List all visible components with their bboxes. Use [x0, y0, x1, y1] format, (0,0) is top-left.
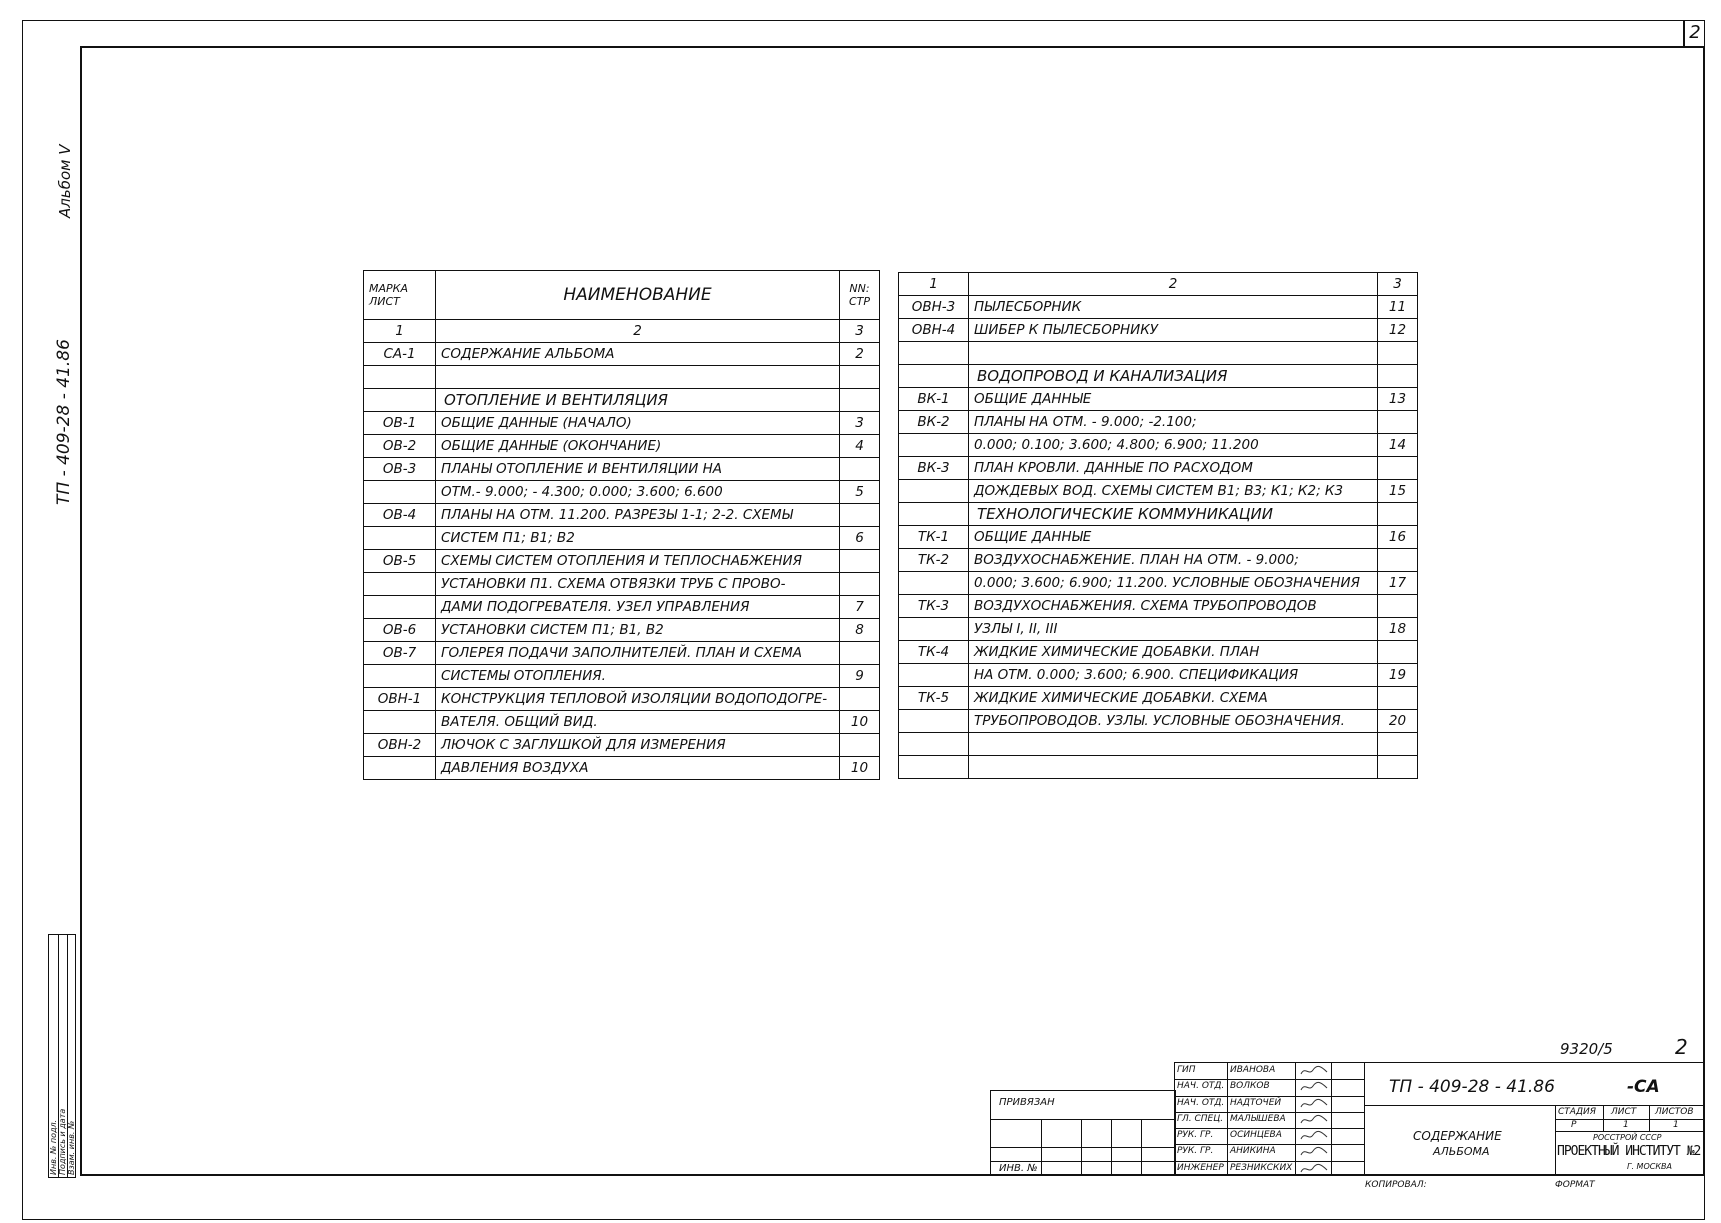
side-stamp-inv: Инв. № подл.	[49, 1119, 58, 1175]
staff-role: РУК. ГР.	[1177, 1146, 1214, 1157]
table-row	[364, 734, 880, 757]
sheet-value: 1	[1623, 1120, 1629, 1130]
sheet-title-line2: АЛЬБОМА	[1433, 1145, 1490, 1158]
numbering-name: 2	[969, 273, 1378, 296]
cell-mark	[364, 757, 436, 780]
cell-page	[840, 734, 880, 757]
cell-mark: ОВ-1	[364, 412, 436, 435]
cell-mark: ОВН-2	[364, 734, 436, 757]
stage-label: СТАДИЯ	[1558, 1107, 1596, 1117]
sheets-value: 1	[1673, 1120, 1679, 1130]
cell-page: 11	[1378, 296, 1418, 319]
format-label: ФОРМАТ	[1555, 1180, 1595, 1190]
header-page: NN: СТР	[840, 271, 880, 320]
cell-name: ОБЩИЕ ДАННЫЕ (ОКОНЧАНИЕ)	[436, 435, 840, 458]
side-stamp	[48, 934, 76, 1178]
table-row	[364, 343, 880, 366]
contents-table-left	[363, 270, 880, 780]
table-row	[899, 503, 1418, 526]
title-block-privyazan	[990, 1090, 1176, 1176]
cell-name: ЖИДКИЕ ХИМИЧЕСКИЕ ДОБАВКИ. СХЕМА	[969, 687, 1378, 710]
cell-mark: ТК-5	[899, 687, 969, 710]
table-row	[899, 618, 1418, 641]
title-block-staff	[1174, 1062, 1364, 1176]
table-row	[899, 296, 1418, 319]
cell-name: ОТМ.- 9.000; - 4.300; 0.000; 3.600; 6.600	[436, 481, 840, 504]
archive-number: 9320/5	[1560, 1040, 1613, 1058]
project-code-label: ТП - 409-28 - 41.86	[54, 339, 74, 505]
cell-page: 13	[1378, 388, 1418, 411]
cell-page	[840, 504, 880, 527]
cell-name	[969, 756, 1378, 779]
cell-mark	[364, 596, 436, 619]
drawing-frame	[80, 46, 1705, 1176]
cell-page	[1378, 687, 1418, 710]
designation-suffix: -СА	[1627, 1077, 1660, 1097]
cell-page: 8	[840, 619, 880, 642]
cell-page: 7	[840, 596, 880, 619]
cell-name: ГОЛЕРЕЯ ПОДАЧИ ЗАПОЛНИТЕЛЕЙ. ПЛАН И СХЕМА	[436, 642, 840, 665]
table-row	[899, 572, 1418, 595]
cell-name: СИСТЕМ П1; В1; В2	[436, 527, 840, 550]
table-row	[364, 757, 880, 780]
table-row	[364, 504, 880, 527]
cell-page: 2	[840, 343, 880, 366]
table-row	[364, 688, 880, 711]
table-header-row	[364, 271, 880, 320]
cell-name: ЛЮЧОК С ЗАГЛУШКОЙ ДЛЯ ИЗМЕРЕНИЯ	[436, 734, 840, 757]
cell-mark: ТК-3	[899, 595, 969, 618]
cell-name: ПЛАНЫ НА ОТМ. - 9.000; -2.100;	[969, 411, 1378, 434]
staff-role: НАЧ. ОТД.	[1177, 1081, 1225, 1092]
cell-page: 18	[1378, 618, 1418, 641]
cell-name: ВАТЕЛЯ. ОБЩИЙ ВИД.	[436, 711, 840, 734]
org-line2: ПРОЕКТНЫЙ ИНСТИТУТ №2	[1557, 1144, 1701, 1159]
cell-page	[1378, 549, 1418, 572]
copied-label: КОПИРОВАЛ:	[1365, 1180, 1427, 1190]
cell-mark: ОВ-3	[364, 458, 436, 481]
cell-mark	[899, 710, 969, 733]
cell-page	[1378, 733, 1418, 756]
numbering-row	[899, 273, 1418, 296]
cell-page	[840, 366, 880, 389]
table-row	[364, 642, 880, 665]
cell-page	[1378, 342, 1418, 365]
cell-mark	[364, 366, 436, 389]
org-line1: РОССТРОЙ СССР	[1593, 1133, 1662, 1142]
cell-name: ДАМИ ПОДОГРЕВАТЕЛЯ. УЗЕЛ УПРАВЛЕНИЯ	[436, 596, 840, 619]
cell-mark	[899, 342, 969, 365]
staff-name: НАДТОЧЕЙ	[1230, 1097, 1282, 1108]
table-row	[364, 527, 880, 550]
cell-name: 0.000; 3.600; 6.900; 11.200. УСЛОВНЫЕ ОБОЗНАЧЕНИЯ	[969, 572, 1378, 595]
cell-name: ВОЗДУХОСНАБЖЕНИЕ. ПЛАН НА ОТМ. - 9.000;	[969, 549, 1378, 572]
cell-page	[840, 688, 880, 711]
cell-name: НА ОТМ. 0.000; 3.600; 6.900. СПЕЦИФИКАЦИЯ	[969, 664, 1378, 687]
cell-page	[1378, 457, 1418, 480]
cell-page: 14	[1378, 434, 1418, 457]
cell-mark	[899, 733, 969, 756]
table-row	[364, 458, 880, 481]
cell-mark	[899, 365, 969, 388]
cell-mark: ОВ-4	[364, 504, 436, 527]
cell-mark	[899, 503, 969, 526]
cell-page: 5	[840, 481, 880, 504]
cell-mark	[899, 480, 969, 503]
cell-name: УСТАНОВКИ П1. СХЕМА ОТВЯЗКИ ТРУБ С ПРОВО-	[436, 573, 840, 596]
cell-name	[436, 366, 840, 389]
staff-name: МАЛЫШЕВА	[1230, 1113, 1286, 1124]
table-row	[899, 342, 1418, 365]
cell-mark	[364, 573, 436, 596]
staff-signature	[1299, 1162, 1329, 1179]
side-stamp-replace: Взам. инв. №	[67, 1120, 76, 1175]
numbering-page: 3	[1378, 273, 1418, 296]
cell-page: 10	[840, 757, 880, 780]
cell-mark	[899, 664, 969, 687]
org-line3: Г. МОСКВА	[1627, 1162, 1672, 1171]
cell-page: 12	[1378, 319, 1418, 342]
cell-mark: ОВН-4	[899, 319, 969, 342]
numbering-page: 3	[840, 320, 880, 343]
table-row	[364, 435, 880, 458]
table-row	[899, 733, 1418, 756]
cell-page: 16	[1378, 526, 1418, 549]
table-row	[899, 664, 1418, 687]
title-block-main	[1364, 1062, 1705, 1176]
cell-page	[1378, 411, 1418, 434]
cell-mark: ОВ-2	[364, 435, 436, 458]
cell-mark	[899, 756, 969, 779]
cell-mark	[364, 665, 436, 688]
table-row	[364, 412, 880, 435]
table-right-body	[899, 296, 1418, 779]
staff-role: РУК. ГР.	[1177, 1130, 1214, 1141]
cell-page: 20	[1378, 710, 1418, 733]
sheet-label: ЛИСТ	[1611, 1107, 1637, 1117]
cell-mark: СА-1	[364, 343, 436, 366]
cell-name	[969, 733, 1378, 756]
cell-mark	[364, 711, 436, 734]
cell-mark	[364, 481, 436, 504]
cell-page: 6	[840, 527, 880, 550]
table-row	[899, 457, 1418, 480]
cell-mark	[364, 389, 436, 412]
table-left-body	[364, 343, 880, 780]
table-row	[364, 481, 880, 504]
header-mark: МАРКА ЛИСТ	[364, 271, 436, 320]
table-row	[364, 665, 880, 688]
cell-name: ВОДОПРОВОД И КАНАЛИЗАЦИЯ	[969, 365, 1378, 388]
cell-name: ПЛАН КРОВЛИ. ДАННЫЕ ПО РАСХОДОМ	[969, 457, 1378, 480]
header-name: НАИМЕНОВАНИЕ	[436, 271, 840, 320]
staff-role: ГЛ. СПЕЦ.	[1177, 1113, 1224, 1124]
table-row	[364, 550, 880, 573]
cell-mark: ТК-1	[899, 526, 969, 549]
cell-mark: ВК-1	[899, 388, 969, 411]
contents-table-right	[898, 272, 1418, 779]
cell-mark: ОВ-6	[364, 619, 436, 642]
staff-name: РЕЗНИКСКИХ	[1230, 1162, 1293, 1173]
numbering-name: 2	[436, 320, 840, 343]
table-row	[899, 411, 1418, 434]
cell-name: ОБЩИЕ ДАННЫЕ	[969, 526, 1378, 549]
staff-role: НАЧ. ОТД.	[1177, 1097, 1225, 1108]
cell-page	[840, 458, 880, 481]
cell-mark: ОВ-7	[364, 642, 436, 665]
cell-page: 17	[1378, 572, 1418, 595]
side-stamp-sign: Подпись и дата	[58, 1108, 67, 1175]
cell-page	[840, 389, 880, 412]
cell-page	[1378, 641, 1418, 664]
cell-name: ПЫЛЕСБОРНИК	[969, 296, 1378, 319]
privyazan-label: ПРИВЯЗАН	[999, 1097, 1055, 1108]
table-row	[899, 710, 1418, 733]
cell-name: ТЕХНОЛОГИЧЕСКИЕ КОММУНИКАЦИИ	[969, 503, 1378, 526]
cell-page	[1378, 365, 1418, 388]
cell-page: 15	[1378, 480, 1418, 503]
table-row	[364, 389, 880, 412]
cell-name: СХЕМЫ СИСТЕМ ОТОПЛЕНИЯ И ТЕПЛОСНАБЖЕНИЯ	[436, 550, 840, 573]
cell-page	[840, 550, 880, 573]
staff-name: ИВАНОВА	[1230, 1065, 1276, 1075]
numbering-row	[364, 320, 880, 343]
staff-name: АНИКИНА	[1230, 1146, 1276, 1157]
staff-name: ВОЛКОВ	[1230, 1081, 1270, 1092]
cell-name: ПЛАНЫ НА ОТМ. 11.200. РАЗРЕЗЫ 1-1; 2-2. СХЕМЫ	[436, 504, 840, 527]
cell-name: ВОЗДУХОСНАБЖЕНИЯ. СХЕМА ТРУБОПРОВОДОВ	[969, 595, 1378, 618]
cell-mark: ОВН-3	[899, 296, 969, 319]
cell-name: ОБЩИЕ ДАННЫЕ (НАЧАЛО)	[436, 412, 840, 435]
table-row	[899, 595, 1418, 618]
cell-page	[840, 642, 880, 665]
table-row	[899, 319, 1418, 342]
cell-name: ШИБЕР К ПЫЛЕСБОРНИКУ	[969, 319, 1378, 342]
cell-page: 10	[840, 711, 880, 734]
numbering-mark: 1	[899, 273, 969, 296]
cell-name: ТРУБОПРОВОДОВ. УЗЛЫ. УСЛОВНЫЕ ОБОЗНАЧЕНИЯ.	[969, 710, 1378, 733]
cell-page	[1378, 756, 1418, 779]
table-row	[899, 756, 1418, 779]
cell-name: ЖИДКИЕ ХИМИЧЕСКИЕ ДОБАВКИ. ПЛАН	[969, 641, 1378, 664]
table-row	[899, 687, 1418, 710]
stage-value: Р	[1571, 1120, 1577, 1130]
table-row	[899, 480, 1418, 503]
cell-name: УСТАНОВКИ СИСТЕМ П1; В1, В2	[436, 619, 840, 642]
table-row	[899, 434, 1418, 457]
cell-name: ДОЖДЕВЫХ ВОД. СХЕМЫ СИСТЕМ В1; В3; К1; К2; К3	[969, 480, 1378, 503]
table-row	[364, 573, 880, 596]
cell-name: ОТОПЛЕНИЕ И ВЕНТИЛЯЦИЯ	[436, 389, 840, 412]
cell-mark	[899, 434, 969, 457]
cell-mark	[364, 527, 436, 550]
archive-sheet: 2	[1675, 1035, 1688, 1059]
cell-name: 0.000; 0.100; 3.600; 4.800; 6.900; 11.200	[969, 434, 1378, 457]
inv-number-label: ИНВ. №	[999, 1163, 1038, 1174]
cell-name	[969, 342, 1378, 365]
cell-name: СИСТЕМЫ ОТОПЛЕНИЯ.	[436, 665, 840, 688]
cell-name: УЗЛЫ I, II, III	[969, 618, 1378, 641]
cell-mark	[899, 572, 969, 595]
cell-page: 3	[840, 412, 880, 435]
staff-name: ОСИНЦЕВА	[1230, 1130, 1282, 1141]
cell-page	[1378, 595, 1418, 618]
cell-mark: ОВ-5	[364, 550, 436, 573]
designation: ТП - 409-28 - 41.86	[1389, 1077, 1555, 1097]
cell-mark	[899, 618, 969, 641]
cell-page	[1378, 503, 1418, 526]
sheet-title-line1: СОДЕРЖАНИЕ	[1413, 1129, 1502, 1143]
table-row	[899, 549, 1418, 572]
cell-mark: ВК-3	[899, 457, 969, 480]
table-row	[899, 641, 1418, 664]
staff-role: ИНЖЕНЕР	[1177, 1162, 1224, 1173]
table-row	[899, 365, 1418, 388]
cell-mark: ВК-2	[899, 411, 969, 434]
numbering-mark: 1	[364, 320, 436, 343]
cell-page: 9	[840, 665, 880, 688]
table-row	[899, 526, 1418, 549]
cell-name: ОБЩИЕ ДАННЫЕ	[969, 388, 1378, 411]
table-row	[364, 596, 880, 619]
sheet-number: 2	[1683, 20, 1705, 48]
cell-mark: ОВН-1	[364, 688, 436, 711]
cell-name: КОНСТРУКЦИЯ ТЕПЛОВОЙ ИЗОЛЯЦИИ ВОДОПОДОГРЕ-	[436, 688, 840, 711]
table-row	[364, 366, 880, 389]
table-row	[364, 619, 880, 642]
album-label: Альбом V	[56, 144, 74, 218]
cell-page: 4	[840, 435, 880, 458]
cell-name: СОДЕРЖАНИЕ АЛЬБОМА	[436, 343, 840, 366]
cell-page: 19	[1378, 664, 1418, 687]
table-row	[899, 388, 1418, 411]
cell-name: ПЛАНЫ ОТОПЛЕНИЕ И ВЕНТИЛЯЦИИ НА	[436, 458, 840, 481]
staff-role: ГИП	[1177, 1065, 1196, 1075]
cell-mark: ТК-4	[899, 641, 969, 664]
table-row	[364, 711, 880, 734]
cell-mark: ТК-2	[899, 549, 969, 572]
cell-page	[840, 573, 880, 596]
cell-name: ДАВЛЕНИЯ ВОЗДУХА	[436, 757, 840, 780]
sheets-label: ЛИСТОВ	[1655, 1107, 1694, 1117]
